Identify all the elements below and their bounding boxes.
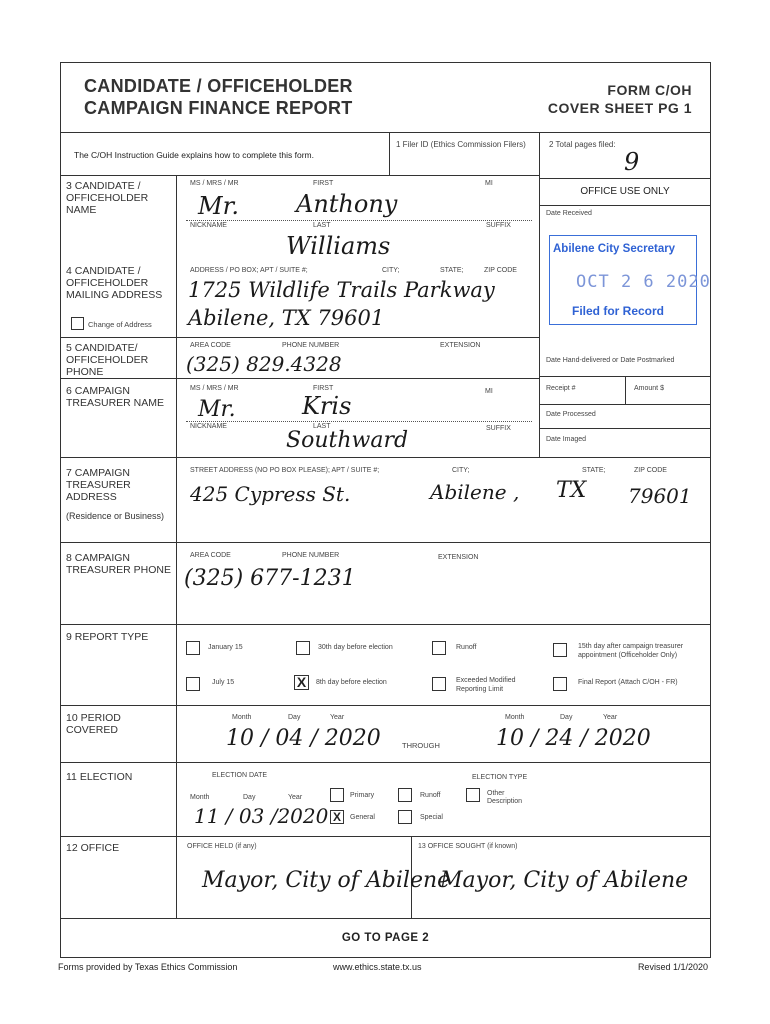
section-8-label — [66, 552, 174, 576]
exceeded-limit-checkbox[interactable] — [432, 677, 446, 691]
last-label: LAST — [313, 423, 331, 430]
treasurer-state[interactable]: TX — [556, 478, 587, 503]
address-field-label: ADDRESS / PO BOX; APT / SUITE #; — [190, 267, 308, 274]
city-label: CITY; — [452, 467, 470, 474]
treasurer-first-name[interactable]: Kris — [302, 392, 352, 420]
eighth-day-before-checkbox[interactable]: X — [294, 675, 309, 690]
section-title: CAMPAIGN TREASURER NAME — [66, 385, 165, 409]
candidate-first-name[interactable]: Anthony — [296, 190, 398, 218]
form-number: FORM C/OH — [607, 82, 692, 98]
section-number: 11 — [66, 771, 77, 783]
change-of-address-label: Change of Address — [88, 320, 152, 329]
other-description-label: Other Description — [487, 790, 523, 805]
receipt-label: Receipt # — [546, 385, 576, 392]
zip-label: ZIP CODE — [634, 467, 667, 474]
stamp-date: OCT 2 6 2020 — [576, 272, 711, 292]
section-3-label — [66, 180, 174, 216]
runoff-report-checkbox[interactable] — [432, 641, 446, 655]
date-imaged-label: Date Imaged — [546, 436, 587, 443]
ms-mrs-mr-label: MS / MRS / MR — [190, 180, 239, 187]
section-title: CANDIDATE / OFFICEHOLDER MAILING ADDRESS — [66, 265, 163, 301]
election-date[interactable]: 11 / 03 /2020 — [194, 804, 329, 828]
section-title: CAMPAIGN TREASURER ADDRESS — [66, 467, 131, 503]
period-from-date[interactable]: 10 / 04 / 2020 — [226, 726, 381, 751]
election-date-label: ELECTION DATE — [212, 772, 268, 779]
first-label: FIRST — [313, 180, 334, 187]
treasurer-city[interactable]: Abilene , — [430, 480, 520, 504]
total-pages-value[interactable]: 9 — [624, 148, 640, 176]
section-7-label — [66, 467, 174, 503]
candidate-address-line2[interactable]: Abilene, TX 79601 — [188, 306, 385, 330]
from-month-label: Month — [232, 714, 252, 721]
candidate-address-line1[interactable]: 1725 Wildlife Trails Parkway — [188, 278, 495, 302]
extension-label: EXTENSION — [440, 342, 481, 349]
revised-date: Revised 1/1/2020 — [637, 962, 708, 972]
section-title: CANDIDATE / OFFICEHOLDER NAME — [66, 180, 149, 216]
zip-label: ZIP CODE — [484, 267, 517, 274]
phone-number-label: PHONE NUMBER — [282, 552, 340, 559]
section-number: 4 — [66, 265, 72, 277]
election-day-label: Day — [243, 794, 256, 801]
general-checkbox[interactable]: X — [330, 810, 344, 824]
through-label: THROUGH — [402, 741, 440, 750]
section-title: PERIOD COVERED — [66, 712, 121, 736]
thirty-day-before-checkbox[interactable] — [296, 641, 310, 655]
treasurer-zip[interactable]: 79601 — [628, 484, 692, 508]
july-15-label: July 15 — [212, 679, 235, 686]
area-code-label: AREA CODE — [190, 342, 231, 349]
office-held-label: OFFICE HELD (if any) — [187, 843, 257, 850]
final-report-label: Final Report (Attach C/OH - FR) — [578, 679, 678, 686]
candidate-prefix[interactable]: Mr. — [198, 192, 240, 220]
date-processed-label: Date Processed — [546, 411, 596, 418]
first-label: FIRST — [313, 385, 334, 392]
to-year-label: Year — [603, 714, 618, 721]
to-month-label: Month — [505, 714, 525, 721]
general-label: General — [350, 814, 375, 821]
form-title-line2: CAMPAIGN FINANCE REPORT — [84, 98, 353, 118]
from-day-label: Day — [288, 714, 301, 721]
treasurer-last-name[interactable]: Southward — [286, 428, 409, 453]
state-label: STATE; — [440, 267, 464, 274]
street-address-label: STREET ADDRESS (NO PO BOX PLEASE); APT / SUITE #; — [190, 467, 380, 474]
treasurer-street[interactable]: 425 Cypress St. — [190, 482, 351, 506]
section-number: 3 — [66, 180, 72, 192]
section-11-label — [66, 771, 132, 783]
runoff-election-label: Runoff — [420, 792, 441, 799]
forms-provided-by: Forms provided by Texas Ethics Commission — [58, 962, 238, 972]
filer-id-label: 1 Filer ID (Ethics Commission Filers) — [396, 140, 526, 149]
section-title: CANDIDATE/ OFFICEHOLDER PHONE — [66, 342, 149, 378]
thirty-day-before-label: 30th day before election — [318, 644, 393, 651]
primary-checkbox[interactable] — [330, 788, 344, 802]
section-number: 6 — [66, 385, 72, 397]
primary-label: Primary — [350, 792, 375, 799]
period-to-date[interactable]: 10 / 24 / 2020 — [496, 726, 651, 751]
suffix-label: SUFFIX — [486, 222, 511, 229]
ms-mrs-mr-label: MS / MRS / MR — [190, 385, 239, 392]
section-number: 10 — [66, 712, 78, 724]
fifteenth-day-checkbox[interactable] — [553, 643, 567, 657]
special-label: Special — [420, 814, 443, 821]
state-label: STATE; — [582, 467, 606, 474]
form-cover-sheet: COVER SHEET PG 1 — [547, 100, 692, 116]
final-report-checkbox[interactable] — [553, 677, 567, 691]
residence-or-business-label: (Residence or Business) — [66, 511, 165, 521]
election-type-label: ELECTION TYPE — [472, 774, 528, 781]
section-title: CAMPAIGN TREASURER PHONE — [66, 552, 172, 576]
section-title: OFFICE — [80, 842, 120, 854]
section-number: 5 — [66, 342, 72, 354]
area-code-label: AREA CODE — [190, 552, 231, 559]
section-9-label — [66, 631, 174, 643]
treasurer-phone[interactable]: (325) 677-1231 — [184, 566, 356, 591]
section-12-label — [66, 842, 119, 854]
suffix-label: SUFFIX — [486, 425, 511, 432]
section-6-label — [66, 385, 174, 409]
city-label: CITY; — [382, 267, 400, 274]
date-received-label: Date Received — [546, 210, 592, 217]
change-of-address-checkbox[interactable] — [71, 317, 84, 330]
runoff-report-label: Runoff — [456, 644, 477, 651]
from-year-label: Year — [330, 714, 345, 721]
special-checkbox[interactable] — [398, 810, 412, 824]
candidate-phone[interactable]: (325) 829.4328 — [186, 352, 342, 376]
ethics-url[interactable]: www.ethics.state.tx.us — [333, 962, 422, 972]
section-number: 8 — [66, 552, 72, 564]
january-15-label: January 15 — [208, 644, 243, 651]
form-title-line1: CANDIDATE / OFFICEHOLDER — [84, 76, 353, 96]
to-day-label: Day — [560, 714, 573, 721]
section-number: 9 — [66, 631, 72, 643]
filer-id-field[interactable] — [396, 152, 534, 170]
stamp-filed: Filed for Record — [572, 304, 665, 318]
section-title: ELECTION — [79, 771, 133, 783]
mi-label: MI — [485, 180, 493, 187]
section-number: 12 — [66, 842, 78, 854]
election-year-label: Year — [288, 794, 303, 801]
stamp-org: Abilene City Secretary — [553, 243, 676, 255]
candidate-last-name[interactable]: Williams — [286, 232, 391, 260]
office-held[interactable]: Mayor, City of Abilene — [202, 868, 451, 893]
phone-number-label: PHONE NUMBER — [282, 342, 340, 349]
date-hand-delivered-label: Date Hand-delivered or Date Postmarked — [546, 357, 675, 364]
other-checkbox[interactable] — [466, 788, 480, 802]
january-15-checkbox[interactable] — [186, 641, 200, 655]
last-label: LAST — [313, 222, 331, 229]
office-sought-label: 13 OFFICE SOUGHT (if known) — [418, 843, 518, 850]
nickname-label: NICKNAME — [190, 222, 227, 229]
office-use-title: OFFICE USE ONLY — [580, 186, 670, 197]
nickname-label: NICKNAME — [190, 423, 227, 430]
fifteenth-day-label: 15th day after campaign treasurer appointment (Officeholder Only) — [578, 643, 684, 659]
exceeded-limit-label: Exceeded Modified Reporting Limit — [456, 677, 516, 693]
election-month-label: Month — [190, 794, 210, 801]
runoff-election-checkbox[interactable] — [398, 788, 412, 802]
total-pages-label: 2 Total pages filed: — [549, 140, 616, 149]
eighth-day-before-label: 8th day before election — [316, 679, 387, 686]
office-sought[interactable]: Mayor, City of Abilene — [440, 868, 689, 893]
section-title: REPORT TYPE — [74, 631, 149, 643]
section-number: 7 — [66, 467, 72, 479]
section-4-label — [66, 265, 174, 301]
july-15-checkbox[interactable] — [186, 677, 200, 691]
section-5-label — [66, 342, 174, 378]
go-to-page-2: GO TO PAGE 2 — [341, 932, 430, 944]
treasurer-prefix[interactable]: Mr. — [198, 397, 236, 422]
extension-label: EXTENSION — [438, 554, 479, 561]
mi-label: MI — [485, 388, 493, 395]
amount-label: Amount $ — [634, 385, 664, 392]
instructions-text: The C/OH Instruction Guide explains how to complete this form. — [74, 150, 314, 160]
section-10-label — [66, 712, 136, 736]
